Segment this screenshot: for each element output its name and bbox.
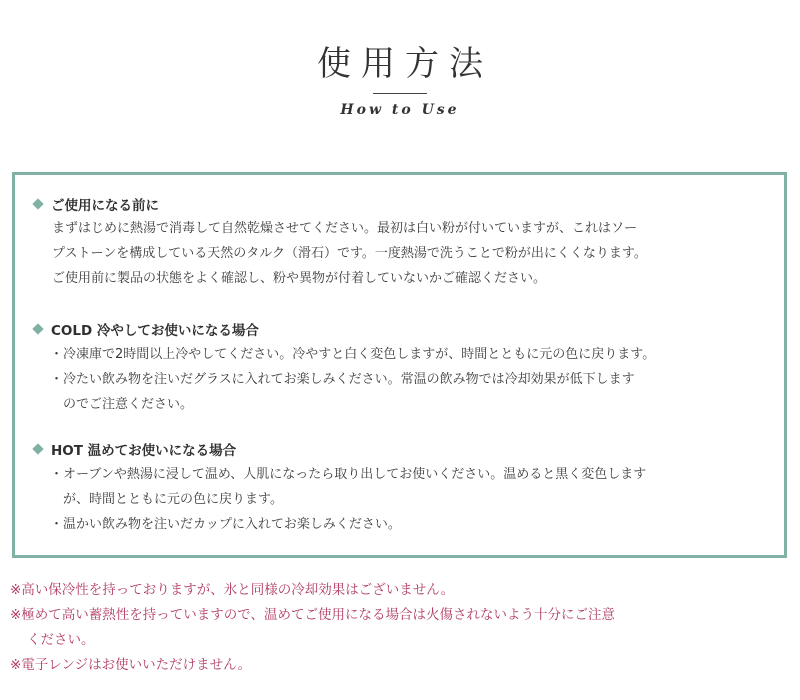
- section-body-hot: [50, 462, 646, 537]
- title-divider: [373, 93, 427, 94]
- section-heading-label: COLD 冷やしてお使いになる場合: [51, 323, 259, 339]
- body-line: まずはじめに熱湯で消毒して自然乾燥させてください。最初は白い粉が付いていますが、これはソー: [52, 221, 638, 236]
- diamond-icon: [32, 443, 43, 454]
- caution-note-continuation: ください。: [27, 632, 95, 648]
- bullet-item-continuation: のでご注意ください。: [63, 397, 194, 412]
- section-heading-label: HOT 温めてお使いになる場合: [51, 443, 237, 459]
- bullet-item: ・オーブンや熱湯に浸して温め、人肌になったら取り出してお使いください。温めると黒く変色します: [50, 467, 647, 482]
- usage-instructions-box: [12, 172, 787, 558]
- section-body-cold: [50, 342, 655, 417]
- diamond-icon: [32, 198, 43, 209]
- bullet-item: ・冷たい飲み物を注いだグラスに入れてお楽しみください。常温の飲み物では冷却効果が低下します: [50, 372, 635, 387]
- caution-notes: [10, 578, 615, 678]
- page-subtitle: How to Use: [340, 102, 460, 118]
- caution-note: ※高い保冷性を持っておりますが、氷と同様の冷却効果はございません。: [10, 582, 455, 598]
- section-heading-before-use: [32, 194, 159, 214]
- section-heading-hot: [32, 439, 236, 459]
- section-body-before-use: [52, 216, 647, 291]
- body-line: プストーンを構成している天然のタルク（滑石）です。一度熱湯で洗うことで粉が出にくくなります。: [52, 246, 647, 261]
- diamond-icon: [32, 323, 43, 334]
- caution-note: ※極めて高い蓄熱性を持っていますので、温めてご使用になる場合は火傷されないよう十分にご注意: [10, 607, 616, 623]
- page-title: 使用方法: [317, 44, 493, 84]
- bullet-item-continuation: が、時間とともに元の色に戻ります。: [63, 492, 283, 507]
- section-heading-cold: [32, 319, 259, 339]
- section-heading-label: ご使用になる前に: [51, 198, 159, 214]
- caution-note: ※電子レンジはお使いいただけません。: [10, 657, 251, 673]
- bullet-item: ・冷凍庫で2時間以上冷やしてください。冷やすと白く変色しますが、時間とともに元の色に戻ります。: [50, 347, 656, 362]
- bullet-item: ・温かい飲み物を注いだカップに入れてお楽しみください。: [50, 517, 401, 532]
- body-line: ご使用前に製品の状態をよく確認し、粉や異物が付着していないかご確認ください。: [52, 271, 547, 286]
